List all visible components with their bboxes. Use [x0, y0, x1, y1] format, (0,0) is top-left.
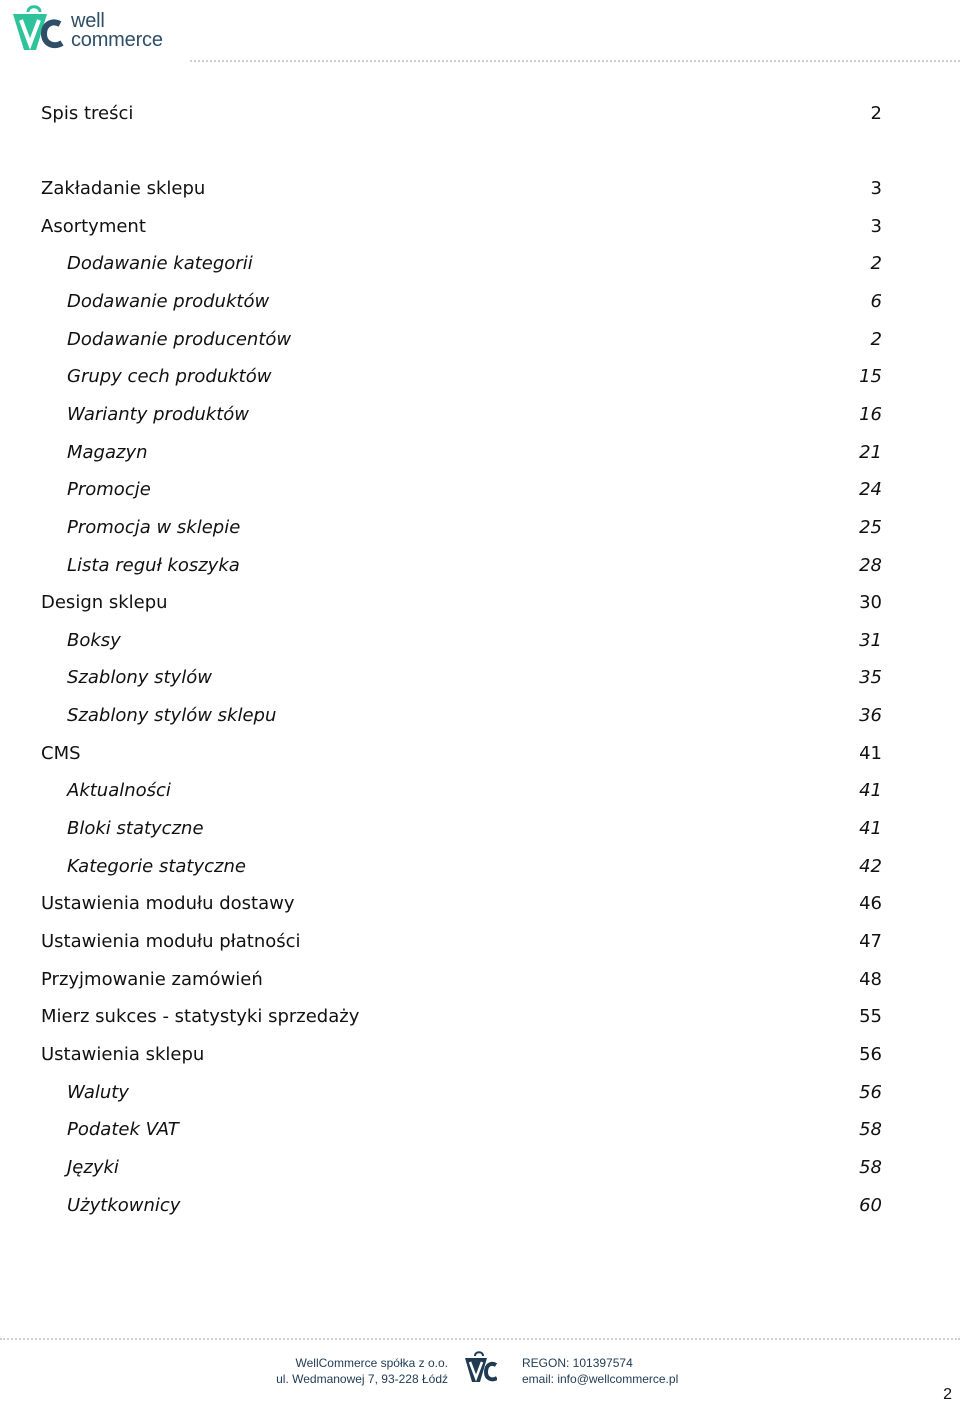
toc-entry-page: 24: [859, 479, 882, 500]
toc-entry-page: 3: [870, 216, 882, 237]
toc-entry-label: Przyjmowanie zamówień: [41, 969, 263, 990]
toc-entry-page: 35: [859, 667, 882, 688]
toc-entry-label: Design sklepu: [41, 592, 168, 613]
toc-entry-page: 58: [859, 1119, 882, 1140]
toc-entry[interactable]: [41, 891, 882, 917]
toc-entry-label: Bloki statyczne: [67, 818, 204, 839]
toc-entry-label: Języki: [67, 1157, 119, 1178]
toc-entry-page: 56: [859, 1044, 882, 1065]
toc-entry[interactable]: [41, 967, 882, 993]
toc-entry-label: Aktualności: [67, 780, 171, 801]
footer-regon: REGON: 101397574: [522, 1356, 633, 1370]
toc-entry-label: Grupy cech produktów: [67, 366, 272, 387]
toc-entry[interactable]: [41, 703, 882, 729]
toc-title-page: 2: [870, 103, 882, 124]
footer-company: WellCommerce spółka z o.o.: [295, 1356, 448, 1370]
toc-entry-label: Asortyment: [41, 216, 146, 237]
toc-entry[interactable]: [41, 251, 882, 277]
toc-entry-page: 15: [859, 366, 882, 387]
toc-entry[interactable]: [41, 741, 882, 767]
toc-entry-page: 41: [859, 743, 882, 764]
toc-entry-page: 16: [859, 404, 882, 425]
toc-entry-page: 48: [859, 969, 882, 990]
wellcommerce-logo-icon: [10, 2, 66, 52]
toc-entry-page: 30: [859, 592, 882, 613]
toc-entry-label: Szablony stylów: [67, 667, 212, 688]
toc-entry[interactable]: [41, 477, 882, 503]
toc-entry-label: CMS: [41, 743, 81, 764]
toc-entry-page: 28: [859, 555, 882, 576]
toc-entry[interactable]: [41, 515, 882, 541]
toc-entry-label: Dodawanie producentów: [67, 329, 292, 350]
toc-entry[interactable]: [41, 665, 882, 691]
toc-entry-label: Magazyn: [67, 442, 148, 463]
toc-entry-label: Dodawanie produktów: [67, 291, 270, 312]
toc-entry[interactable]: [41, 1004, 882, 1030]
footer-logo-icon: [463, 1350, 497, 1384]
toc-entry[interactable]: [41, 176, 882, 202]
brand-line1: well: [71, 10, 105, 32]
toc-entry-label: Promocje: [67, 479, 151, 500]
toc-entry-label: Podatek VAT: [67, 1119, 179, 1140]
toc-entry-label: Zakładanie sklepu: [41, 178, 206, 199]
toc-entry-label: Promocja w sklepie: [67, 517, 241, 538]
toc-entry-page: 60: [859, 1195, 882, 1216]
toc-entry-page: 47: [859, 931, 882, 952]
toc-entry[interactable]: [41, 1193, 882, 1219]
toc-entry[interactable]: [41, 440, 882, 466]
toc-entry-label: Ustawienia modułu płatności: [41, 931, 301, 952]
toc-entry-label: Waluty: [67, 1082, 129, 1103]
toc-entry-page: 36: [859, 705, 882, 726]
toc-entry-label: Kategorie statyczne: [67, 856, 246, 877]
toc-entry-page: 3: [870, 178, 882, 199]
toc-entry-page: 42: [859, 856, 882, 877]
toc-entry-label: Szablony stylów sklepu: [67, 705, 277, 726]
toc-title: Spis treści: [41, 103, 134, 124]
toc-entry-label: Ustawienia sklepu: [41, 1044, 205, 1065]
toc-entry[interactable]: [41, 1155, 882, 1181]
brand-line2: commerce: [71, 29, 163, 51]
toc-entry[interactable]: [41, 590, 882, 616]
toc-entry-label: Ustawienia modułu dostawy: [41, 893, 295, 914]
footer-email: email: info@wellcommerce.pl: [522, 1372, 679, 1386]
toc-entry-page: 41: [859, 780, 882, 801]
toc-entry[interactable]: [41, 553, 882, 579]
header-divider: [190, 60, 960, 62]
toc-entry-page: 46: [859, 893, 882, 914]
brand-wordmark: [71, 12, 163, 50]
toc-entry-label: Dodawanie kategorii: [67, 253, 253, 274]
toc-entry-page: 2: [870, 329, 882, 350]
footer-company-info: [276, 1355, 448, 1387]
toc-entry[interactable]: [41, 778, 882, 804]
toc-entry[interactable]: [41, 1117, 882, 1143]
toc-entry[interactable]: [41, 364, 882, 390]
toc-entry-page: 6: [870, 291, 882, 312]
toc-entry-label: Boksy: [67, 630, 121, 651]
toc-entry[interactable]: [41, 1042, 882, 1068]
footer-contact-info: [522, 1355, 678, 1387]
toc-entry-label: Użytkownicy: [67, 1195, 181, 1216]
toc-entry[interactable]: [41, 929, 882, 955]
toc-entry-page: 21: [859, 442, 882, 463]
toc-entry[interactable]: [41, 1080, 882, 1106]
footer-divider: [0, 1338, 960, 1340]
toc-entry-page: 25: [859, 517, 882, 538]
toc-entry-page: 41: [859, 818, 882, 839]
toc-entry[interactable]: [41, 402, 882, 428]
toc-entry[interactable]: [41, 289, 882, 315]
toc-entry-label: Warianty produktów: [67, 404, 250, 425]
toc-entry-page: 55: [859, 1006, 882, 1027]
toc-entry[interactable]: [41, 816, 882, 842]
toc-entry-page: 58: [859, 1157, 882, 1178]
toc-title-row: [41, 101, 882, 127]
page-number: 2: [943, 1386, 952, 1403]
toc-entry[interactable]: [41, 327, 882, 353]
toc-entry-page: 56: [859, 1082, 882, 1103]
toc-entry-label: Lista reguł koszyka: [67, 555, 240, 576]
toc-entry[interactable]: [41, 628, 882, 654]
toc-entry-page: 2: [870, 253, 882, 274]
toc-entry[interactable]: [41, 854, 882, 880]
toc-entry[interactable]: [41, 214, 882, 240]
page-header: [0, 0, 960, 62]
toc-entry-page: 31: [859, 630, 882, 651]
footer-address: ul. Wedmanowej 7, 93-228 Łódź: [276, 1372, 448, 1386]
toc-entry-label: Mierz sukces - statystyki sprzedaży: [41, 1006, 360, 1027]
